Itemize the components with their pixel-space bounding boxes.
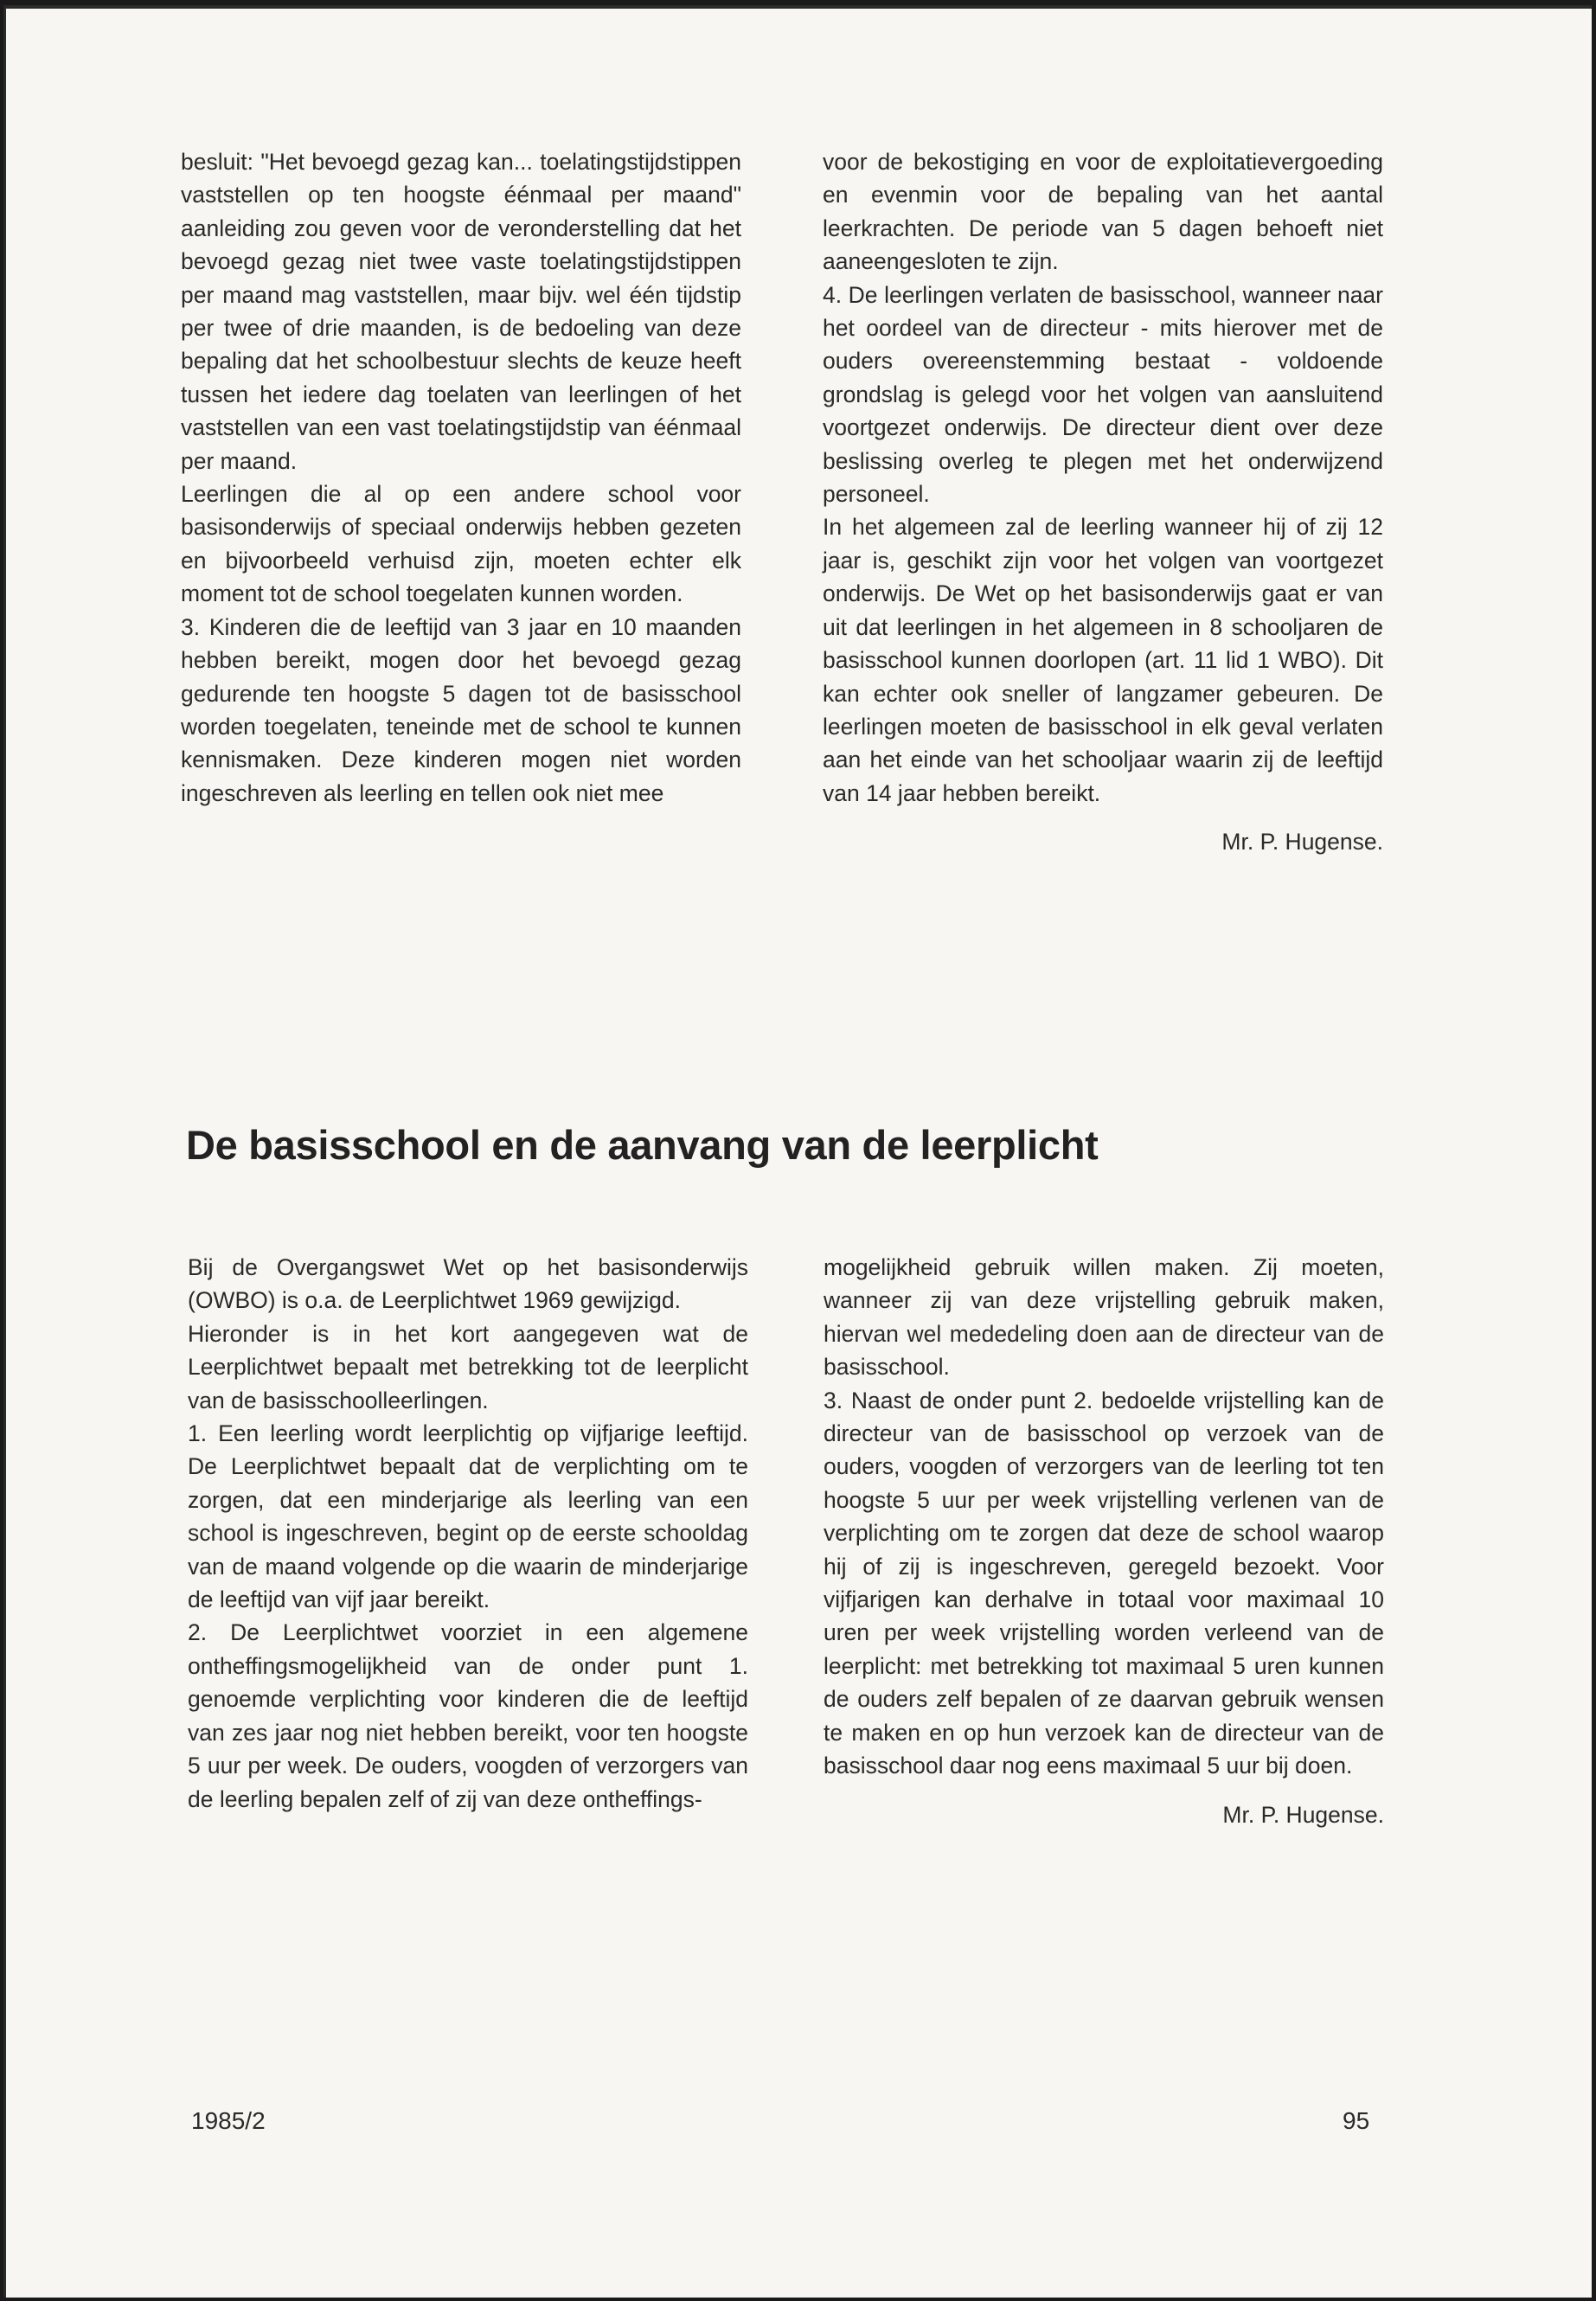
paragraph: voor de bekostiging en voor de exploitatievergoeding en evenmin voor de bepaling van het aantal leerkrachten. De periode van 5 dagen behoeft niet aaneengesloten te zijn. — [823, 149, 1383, 275]
paragraph: In het algemeen zal de leerling wanneer hij of zij 12 jaar is, geschikt zijn voor het volgen van voortgezet onderwijs. De Wet op het basisonderwijs gaat er van uit dat leerlingen in het algemeen in 8 schooljaren de basisschool kunnen doorlopen (art. 11 lid 1 WBO). Dit kan echter ook sneller of langzamer gebeuren. De leerlingen moeten de basisschool in elk geval verlaten aan het einde van het schooljaar waarin zij de leeftijd van 14 jaar hebben bereikt. — [823, 514, 1383, 806]
paragraph: 3. Kinderen die de leeftijd van 3 jaar en 10 maanden hebben bereikt, mogen door het bevoegd gezag gedurende ten hoogste 5 dagen tot de basisschool worden toegelaten, teneinde met de school te kunnen kennismaken. Deze kinderen mogen niet worden ingeschreven als leerling en tellen ook niet mee — [181, 613, 741, 806]
article2-column-left — [188, 1251, 748, 1816]
issue-number: 1985/2 — [191, 2107, 266, 2134]
paragraph: 4. De leerlingen verlaten de basisschool, wanneer naar het oordeel van de directeur - mits hierover met de ouders overeenstemming bestaat - voldoende grondslag is gelegd voor het volgen van aansluitend voortgezet onderwijs. De directeur dient over deze beslissing overleg te plegen met het onderwijzend personeel. — [823, 281, 1383, 508]
top-border — [6, 5, 1592, 9]
article2-column-right — [824, 1251, 1384, 1831]
paragraph: Bij de Overgangswet Wet op het basisonderwijs (OWBO) is o.a. de Leerplichtwet 1969 gewijzigd. — [188, 1254, 748, 1314]
author-signature: Mr. P. Hugense. — [1221, 829, 1383, 856]
paragraph: 1. Een leerling wordt leerplichtig op vijfjarige leeftijd. De Leerplichtwet bepaalt dat de verplichting om te zorgen, dat een minderjarige als leerling van een school is ingeschreven, begint op de eerste schooldag van de maand volgende op die waarin de minderjarige de leeftijd van vijf jaar bereikt. — [188, 1420, 748, 1613]
magazine-page — [3, 5, 1592, 2298]
article1-column-right — [823, 145, 1383, 859]
article-headline: De basisschool en de aanvang van de leerplicht — [186, 1122, 1099, 1168]
page-number: 95 — [1343, 2107, 1370, 2134]
paragraph: Leerlingen die al op een andere school voor basisonderwijs of speciaal onderwijs hebben gezeten en bijvoorbeeld verhuisd zijn, moeten echter elk moment tot de school toegelaten kunnen worden. — [181, 481, 741, 607]
paragraph: besluit: "Het bevoegd gezag kan... toelatingstijdstippen vaststellen op ten hoogste éénmaal per maand" aanleiding zou geven voor de veronderstelling dat het bevoegd gezag niet twee vaste toelatingstijdstippen per maand mag vaststellen, maar bijv. wel één tijdstip per twee of drie maanden, is de bedoeling van deze bepaling dat het schoolbestuur slechts de keuze heeft tussen het iedere dag toelaten van leerlingen of het vaststellen van een vast toelatingstijdstip van éénmaal per maand. — [181, 149, 741, 474]
author-signature: Mr. P. Hugense. — [1222, 1801, 1384, 1828]
paragraph: 2. De Leerplichtwet voorziet in een algemene ontheffingsmogelijkheid van de onder punt 1. genoemde verplichting voor kinderen die de leeftijd van zes jaar nog niet hebben bereikt, voor ten hoogste 5 uur per week. De ouders, voogden of verzorgers van de leerling bepalen zelf of zij van deze ontheffings- — [188, 1619, 748, 1812]
article1-column-left — [181, 145, 741, 810]
paragraph: Hieronder is in het kort aangegeven wat de Leerplichtwet bepaalt met betrekking tot de leerplicht van de basisschoolleerlingen. — [188, 1320, 748, 1413]
paragraph: 3. Naast de onder punt 2. bedoelde vrijstelling kan de directeur van de basisschool op verzoek van de ouders, voogden of verzorgers van de leerling tot ten hoogste 5 uur per week vrijstelling verlenen van de verplichting om te zorgen dat deze de school waarop hij of zij is ingeschreven, geregeld bezoekt. Voor vijfjarigen kan derhalve in totaal voor maximaal 10 uren per week vrijstelling worden verleend van de leerplicht: met betrekking tot maximaal 5 uren kunnen de ouders zelf bepalen of ze daarvan gebruik wensen te maken en op hun verzoek kan de directeur van de basisschool daar nog eens maximaal 5 uur bij doen. — [824, 1387, 1384, 1779]
paragraph: mogelijkheid gebruik willen maken. Zij moeten, wanneer zij van deze vrijstelling gebruik maken, hiervan wel mededeling doen aan de directeur van de basisschool. — [824, 1254, 1384, 1381]
